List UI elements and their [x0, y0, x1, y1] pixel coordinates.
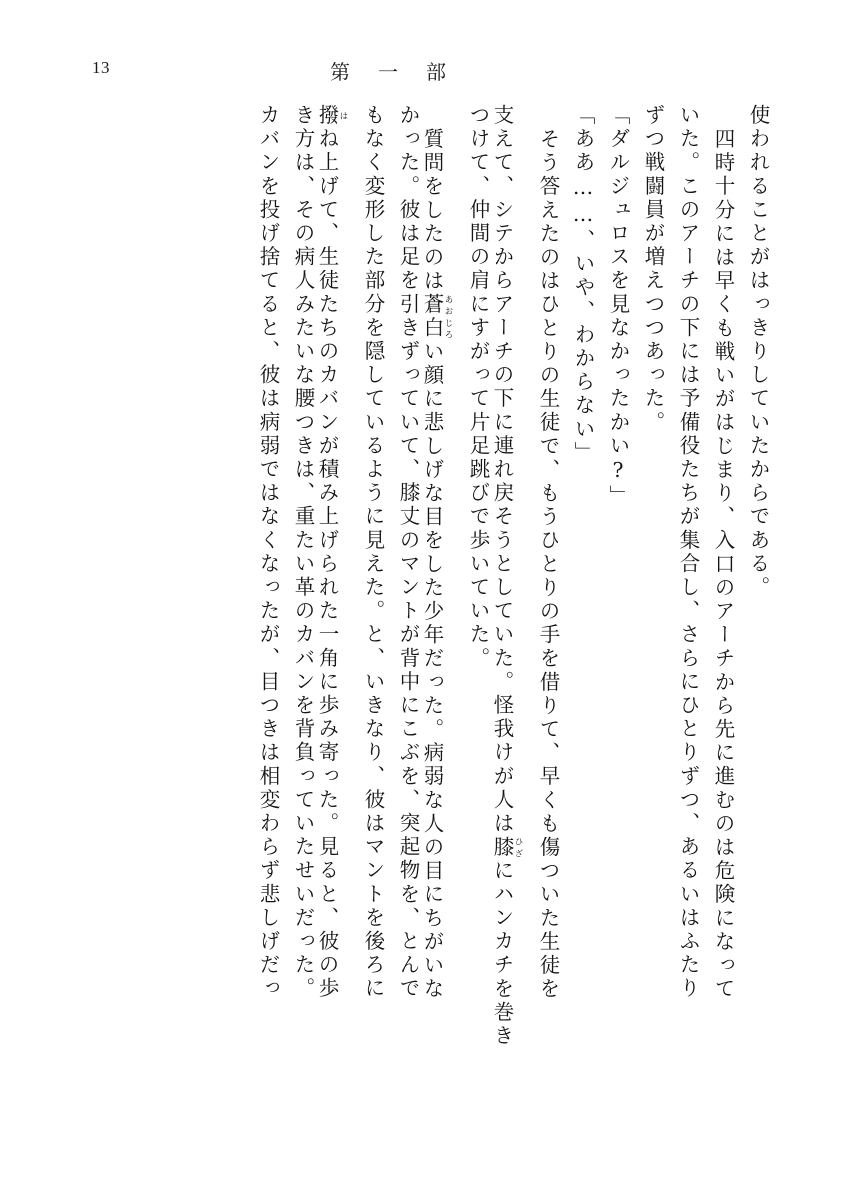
page-header — [0, 58, 841, 98]
text-column: き方は、その病人みたいな腰つきは、重たい革のカバンを背負っていたせいだった。 — [291, 104, 315, 1001]
text-column: 使われることがはっきりしていたからである。 — [746, 104, 770, 600]
vertical-text-body — [78, 104, 768, 1104]
text-column: もなく変形した部分を隠しているように見えた。と、いきなり、彼はマントを後ろに — [361, 104, 385, 1001]
text-column: 「ダルジュロスを見なかったかい?」 — [606, 104, 630, 509]
running-title: 第一部 — [330, 60, 474, 84]
text-column: 「ああ……、いや、わからない」 — [571, 104, 595, 465]
text-column: 四時十分には早くも戦いがはじまり、入口のアーチから先に進むのは危険になって — [711, 128, 735, 1002]
text-column: いた。このアーチの下には予備役たちが集合し、さらにひとりずつ、あるいはふたり — [676, 104, 700, 1001]
text-column: 質問をしたのは蒼白 あおじろい顔に悲しげな目をした少年だった。病弱な人の目にちがいな — [420, 128, 453, 1002]
page-number: 13 — [92, 58, 110, 77]
text-column: そう答えたのはひとりの生徒で、もうひとりの手を借りて、早くも傷ついた生徒を — [536, 128, 560, 1002]
text-column: 撥 はね上げて、生徒たちのカバンが積み上げられた一角に歩み寄った。見ると、彼の歩 — [315, 104, 348, 1001]
text-column: ずつ戦闘員が増えつつあった。 — [641, 104, 665, 435]
text-column: つけて、仲間の肩にすがって片足跳びで歩いていた。 — [466, 104, 490, 671]
text-column: 支えて、シテからアーチの下に連れ戻そうとしていた。怪我けが人は膝 ひざにハンカチを巻き — [490, 104, 523, 1049]
text-column: かった。彼は足を引きずっていて、膝丈のマントが背中にこぶを、突起物を、とんで — [396, 104, 420, 1001]
text-column: カバンを投げ捨てると、彼は病弱ではなくなったが、目つきは相変わらず悲しげだっ — [256, 104, 280, 1001]
